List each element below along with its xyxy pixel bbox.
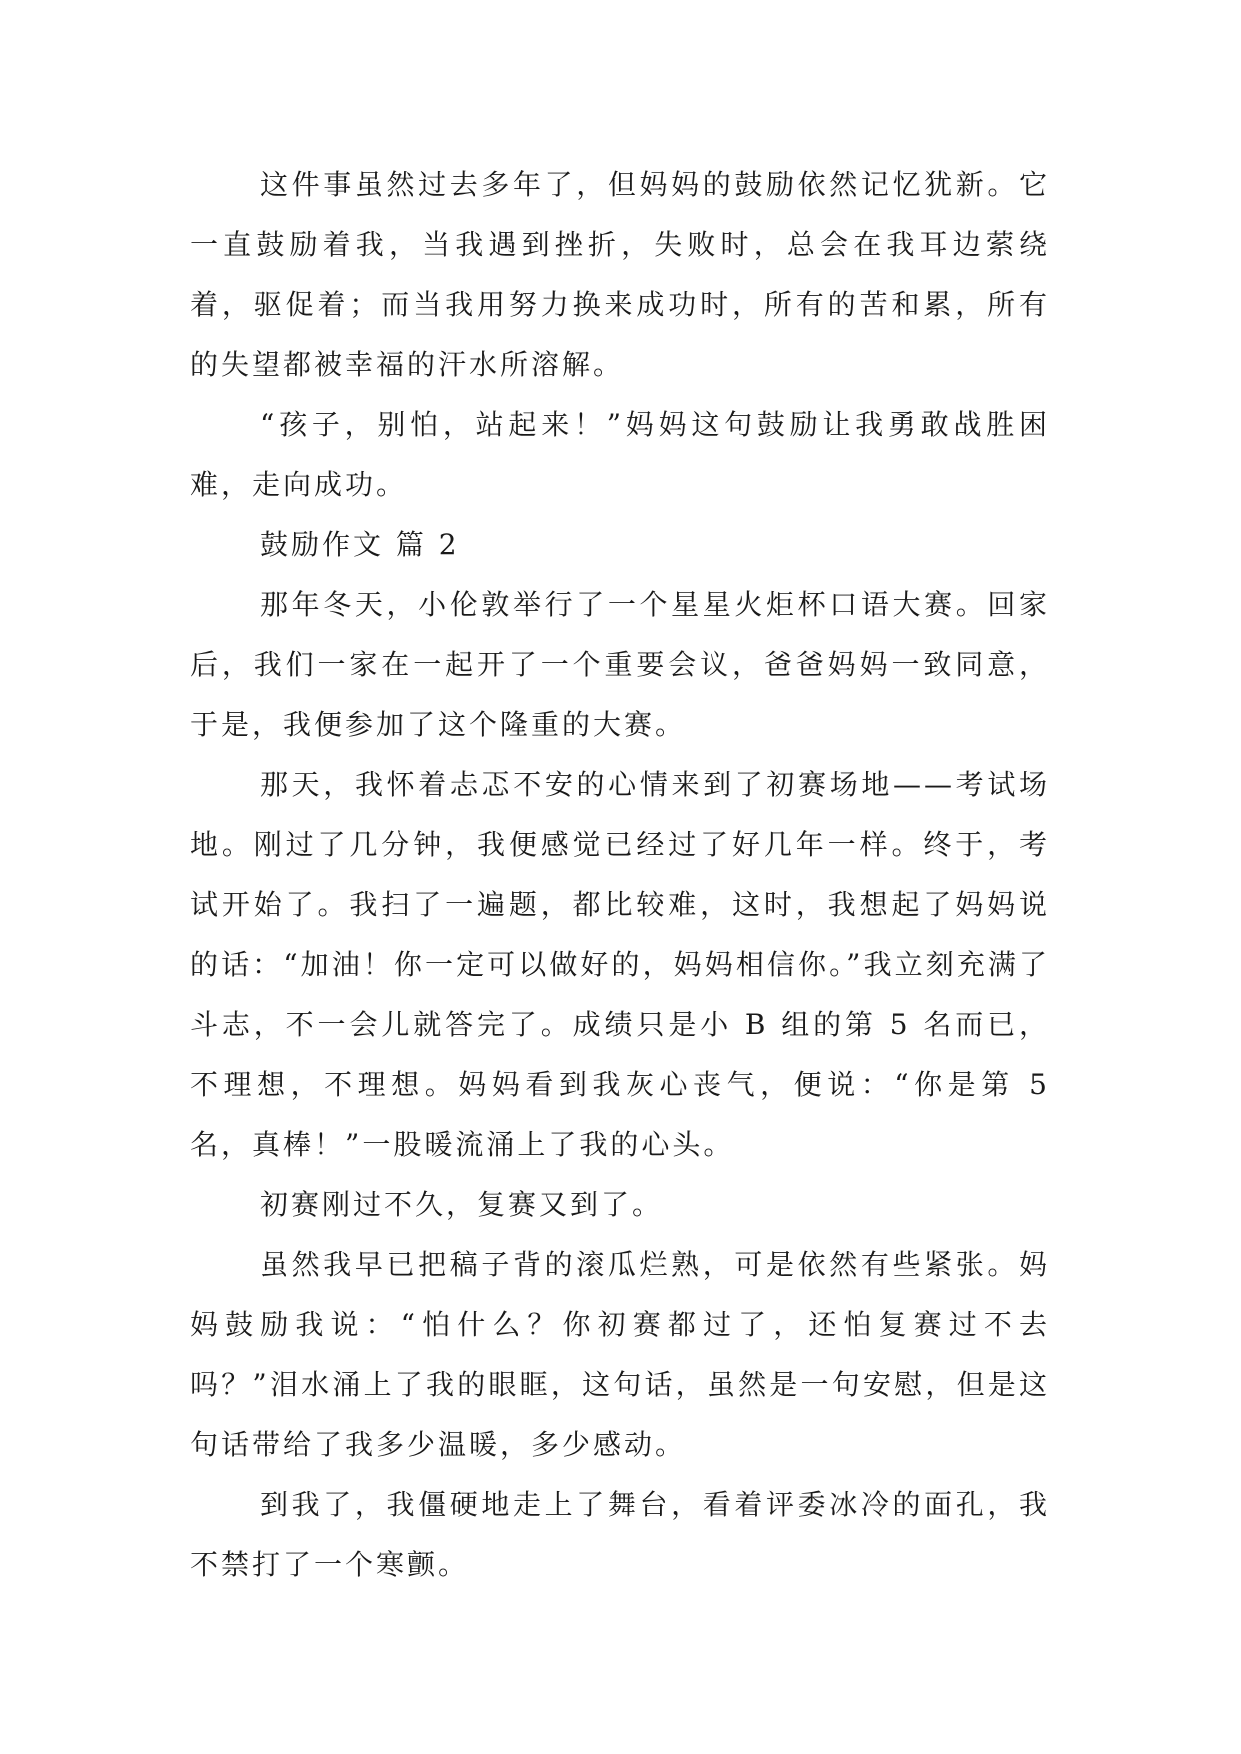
paragraph: 那年冬天，小伦敦举行了一个星星火炬杯口语大赛。回家后，我们一家在一起开了一个重要会议，爸爸妈妈一致同意，于是，我便参加了这个隆重的大赛。 [190, 588, 1050, 741]
section-heading: 鼓励作文 篇 2 [260, 528, 460, 561]
paragraph: 虽然我早已把稿子背的滚瓜烂熟，可是依然有些紧张。妈妈鼓励我说：“怕什么？你初赛都过了，还怕复赛过不去吗？”泪水涌上了我的眼眶，这句话，虽然是一句安慰，但是这句话带给了我多少温暖，多少感动。 [190, 1248, 1050, 1461]
paragraph: 那天，我怀着忐忑不安的心情来到了初赛场地——考试场地。刚过了几分钟，我便感觉已经过了好几年一样。终于，考试开始了。我扫了一遍题，都比较难，这时，我想起了妈妈说的话：“加油！你一定可以做好的，妈妈相信你。”我立刻充满了斗志，不一会儿就答完了。成绩只是小 B 组的第 5 名而已，不理想，不理想。妈妈看到我灰心丧气，便说：“你是第 5 名，真棒！”一股暖流涌上了我的心头。 [190, 768, 1050, 1161]
document-page [190, 155, 1050, 1595]
paragraph: 这件事虽然过去多年了，但妈妈的鼓励依然记忆犹新。它一直鼓励着我，当我遇到挫折，失败时，总会在我耳边萦绕着，驱促着；而当我用努力换来成功时，所有的苦和累，所有的失望都被幸福的汗水所溶解。 [190, 168, 1050, 381]
paragraph: “孩子，别怕，站起来！”妈妈这句鼓励让我勇敢战胜困难，走向成功。 [190, 408, 1050, 501]
paragraph: 到我了，我僵硬地走上了舞台，看着评委冰冷的面孔，我不禁打了一个寒颤。 [190, 1488, 1050, 1581]
paragraph: 初赛刚过不久，复赛又到了。 [260, 1188, 664, 1221]
